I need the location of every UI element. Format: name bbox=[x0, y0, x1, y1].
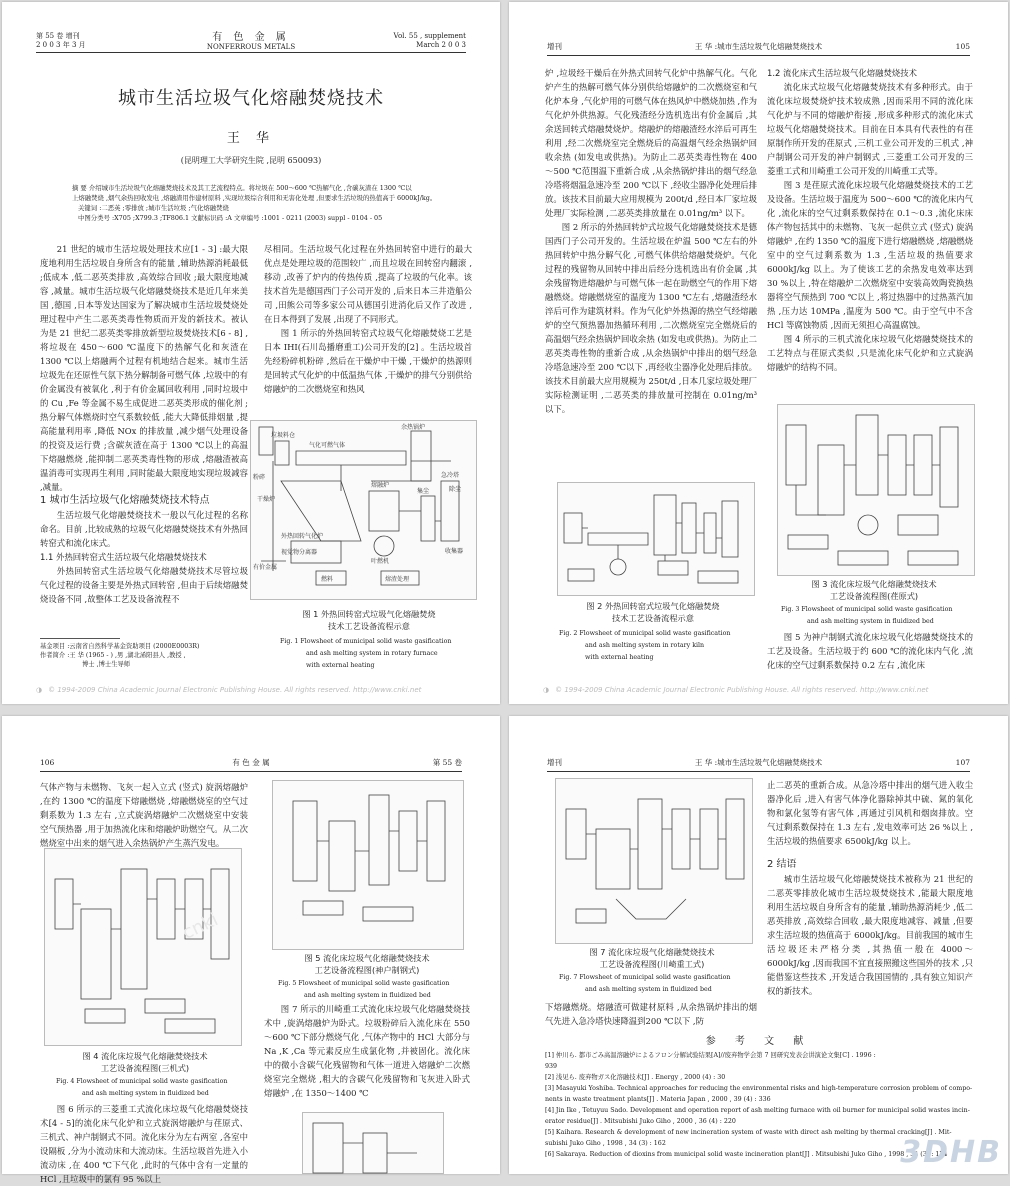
journal-name: 有 色 金 属 bbox=[232, 758, 270, 767]
issue-date-en: March 2 0 0 3 bbox=[416, 41, 466, 49]
copyright-footer: ◑ © 1994-2009 China Academic Journal Electronic Publishing House. All rights reserved. http://www.cnki.net bbox=[543, 686, 929, 694]
figure-7-caption-en: Fig. 7 Flowsheet of municipal solid waste gasification and ash melting system in fluidized bed bbox=[559, 974, 731, 993]
paragraph: 图 7 所示的川崎重工式流化床垃圾气化熔融焚烧技术中 ,旋涡熔融炉为卧式。垃圾粉碎后入流化床在 550～600 ℃下部分燃烧气化 ,气体产物中的 HCl 大部分与 Na ,K ,Ca 等元素反应生成氯化物 ,并被固化。流化床中的微小含碳气化残留物和气体一道进入熔融炉二次燃烧室完全燃烧 ,粗大的含碳气化残留物和飞灰进入卧式熔融炉 ,在 1350～1400 ℃ bbox=[264, 1004, 470, 1098]
running-title: 王 华 :城市生活垃圾气化熔融焚烧技术 bbox=[694, 758, 823, 767]
fig1-label: 收集器 bbox=[445, 548, 464, 555]
right-column-bottom bbox=[767, 630, 973, 672]
paragraph: 尽相同。生活垃圾气化过程在外热回转窑中进行的最大优点是处理垃圾的范围较广 ,而且垃圾在回转窑内翻滚 ,移动 ,改善了炉内的传热传质 ,提高了垃圾的气化率。该技术首先是德国西门子公司开发的 ,后来日本三井造船公司 ,田熊公司等多家公司从德国引进消化后又作了改进 ,在日本得到了发展 ,出现了不同形式。 bbox=[264, 244, 472, 324]
cnki-watermark: cnki bbox=[179, 909, 222, 944]
paragraph: 图 2 所示的外热回转炉式垃圾气化熔融焚烧技术是德国西门子公司开发的。生活垃圾在炉温 500 ℃左右的外热回转炉中热分解气化 ,可燃气体供给熔融焚烧炉。气化过程的残留物从回转中排出后经分选机选出有价金属 ,其余残留物进熔融炉与可燃气体一起在助燃空气的作用下熔融燃烧。熔融燃烧室的温度为 1300 ℃左右 ,熔融渣经水淬后可作为建筑材料。作为气化炉外热源的热空气经熔融炉的空气预热器加热循环利用 ,二次燃烧室完全燃烧后的高温烟气经余热锅炉回收余热 (如发电或供热)。为防止二恶英类毒性物的重新合成 ,从余热锅炉中排出的烟气经急冷塔急速冷至 200 ℃以下 ,再经收尘器净化处理后排放。该技术目前最大应用规模为 250t/d ,日本几家垃圾处理厂实际检测证明 ,二恶英类的排放量可控制在 0.01ng/m³ 以下。 bbox=[545, 222, 757, 414]
keywords: 关键词 :二恶英 ;零排放 ;城市生活垃圾 ;气化熔融焚烧 bbox=[78, 204, 229, 212]
subsection-heading: 1.2 流化床式生活垃圾气化熔融焚烧技术 bbox=[767, 68, 917, 78]
issue-date: 2 0 0 3 年 3 月 bbox=[36, 41, 86, 49]
reference-item: nents in waste treatment plants[J] . Materia Japan , 2000 , 39 (4) : 336 bbox=[545, 1096, 771, 1103]
right-column bbox=[767, 778, 973, 998]
fig1-label: 外热回转气化炉 bbox=[281, 533, 324, 540]
abstract: 摘 要 介绍城市生活垃圾气化熔融焚烧技术及其工艺流程特点。将垃圾在 500～600 ℃热解气化 ,含碳灰渣在 1300 ℃以 上熔融焚烧 ,烟气余热回收发电 ,熔融渣用作建材原料 ,实现垃圾综合利用和无害化处理 ,但要求生活垃圾的热值高于 6000kJ/kg。 关键词 :二恶英 ;零排放 ;城市生活垃圾 ;气化熔融焚烧 中图分类号 :X705 ;X799.3 ;TF806.1 文献标识码 :A 文章编号 :1001 - 0211 (2003) suppl - 0104 - 05 bbox=[72, 183, 460, 223]
reference-item: 939 bbox=[545, 1063, 558, 1070]
conclusion-paragraph: 城市生活垃圾气化熔融焚烧技术被称为 21 世纪的二恶英零排放化城市生活垃圾焚烧技术 ,能最大限度地利用生活垃圾自身所含有的能量 ,辅助热源消耗少 ,低二恶英排放 ,高效综合回收 ,最大限度地减容、减量 ,但要求生活垃圾的热值高于 6000kJ/kg。目前我国的城市生活垃圾还未严格分类 ,其热值一般在 4000～6000kJ/kg ,因而我国不宜直接照搬这些国外的技术 ,只能借鉴这些技术 ,开发适合我国国情的 ,具有独立知识产权的新技术。 bbox=[767, 874, 973, 996]
reference-item: [4] Jin Ike , Tetuyuu Sado. Development and operation report of ash melting furnace with oil burner for municipal solid wastes incin- bbox=[545, 1107, 970, 1114]
fig1-label: 叶燃机 bbox=[371, 558, 390, 565]
section-heading: 1 城市生活垃圾气化熔融焚烧技术特点 bbox=[40, 495, 210, 506]
page-number: 107 bbox=[955, 758, 970, 767]
header-rule bbox=[547, 771, 970, 772]
footnote-rule bbox=[40, 638, 120, 639]
fund-note: 基金项目 :云南省自然科学基金资助项目 (2000E0003R) bbox=[40, 643, 200, 650]
figure-4-diagram bbox=[44, 848, 242, 1046]
cnki-logo-icon: ◑ bbox=[543, 686, 550, 694]
page-106 bbox=[2, 716, 500, 1184]
figure-1-caption: 图 1 外热回转窑式垃圾气化熔融焚烧 技术工艺设备流程示意 bbox=[302, 609, 436, 631]
flowchart-svg bbox=[558, 483, 754, 595]
header-rule bbox=[40, 771, 462, 772]
running-title: 王 华 :城市生活垃圾气化熔融焚烧技术 bbox=[694, 42, 823, 51]
paragraph: 炉 ,垃圾经干燥后在外热式回转气化炉中热解气化。气化炉产生的热解可燃气体分别供给熔融炉的二次燃烧室和气化炉本身 ,气化炉用的可燃气体在热风炉中燃烧加热 ,作为气化炉外供热源。气化残渣经分选机选出有价金属后 ,其余送回转式熔融焚烧炉。熔融炉的熔融渣经水淬后可再生利用 ,经二次燃烧室完全燃烧后的高温烟气经余热锅炉回收余热 (如发电或供热)。为防止二恶英类毒性物在 400～500 ℃范围温下重新合成 ,从余热锅炉排出的烟气经急冷塔将烟温急速冷至 200 ℃以下 ,经收尘器净化处理后排放。该技术目前最大应用规模为 200t/d ,经日本厂家垃圾处理厂实际检测 ,二恶英类排放量在 0.01ng/m³ 以下。 bbox=[545, 68, 757, 218]
classification: 中图分类号 :X705 ;X799.3 ;TF806.1 文献标识码 :A 文章编号 :1001 - 0211 (2003) suppl - 0104 - 05 bbox=[78, 214, 383, 222]
intro-paragraph: 21 世纪的城市生活垃圾处理技术应[1 - 3] :最大限度地利用生活垃圾自身所含有的能量 ,辅助热源消耗最低 ;低成本 ,低二恶英类排放 ,高效综合回收 ;最大限度地减容 ,减量。城市生活垃圾气化熔融焚烧技术是近几年来美国 ,德国 ,日本等发达国家为了解决城市生活垃圾焚烧处理过程中产生二恶英类毒性物质而开发的新技术。被认为是 21 世纪二恶英类零排放新型垃圾焚烧技术[6 - 8] ,将垃圾在 450～600 ℃温度下的热解气化和灰渣在 1300 ℃以上熔融两个过程有机地结合起来。城市生活垃圾先在还原性气氛下热分解制备可燃气体 ,垃圾中的有价金属没有被氧化 ,利于有价金属回收利用 ,同时垃圾中的 Cu ,Fe 等金属不易生成促进二恶英类形成的催化剂 ;热分解气体燃烧时空气系数较低 ,能大大降低排烟量 ,提高能量利用率 ,降低 NOx 的排放量 ,减少烟气处理设备的投资及运行费 ;含碳灰渣在高于 1300 ℃以上的高温下熔融燃烧 ,能抑制二恶英类毒性物的形成 ,熔融渣被高温消毒可实现再生利用 ,同时能最大限度地实现垃圾减容 ,减量。 bbox=[40, 244, 248, 492]
fig1-label: 余热锅炉 bbox=[401, 424, 426, 431]
issue-label: 增刊 bbox=[547, 42, 562, 51]
fig1-label: 气化可燃气体 bbox=[309, 442, 346, 449]
paragraph: 止二恶英的重新合成。从急冷塔中排出的烟气进入收尘器净化后 ,进入有害气体净化器除掉其中硫、氮的氧化物和氯化氢等有害气体 ,再通过引风机和烟囱排放。空气过剩系数保持在 1.3 左右 ,发电效率可达 26 %以上 ,生活垃圾的热值要求 6500kJ/kg 以上。 bbox=[767, 780, 973, 846]
reference-item: [1] 仲川ら. 都市ごみ高温溶融炉によるフロン分解试验结果[A]//废弃物学会第 7 回研究发表会讲演论文集[C] . 1996 : bbox=[545, 1052, 876, 1059]
page-number: 105 bbox=[955, 42, 970, 51]
fig1-label: 有价金属 bbox=[253, 564, 278, 571]
left-column bbox=[40, 242, 248, 606]
volume-label: 第 55 卷 bbox=[432, 758, 462, 767]
paragraph: 下熔融燃烧。熔融渣可做建材原料 ,从余热锅炉排出的烟气先进入急冷塔快速降温到200 ℃以下 ,防 bbox=[545, 1002, 757, 1026]
site-watermark-logo: 3DHB bbox=[900, 1135, 1002, 1170]
copyright-footer: ◑ © 1994-2009 China Academic Journal Electronic Publishing House. All rights reserved. http://www.cnki.net bbox=[36, 686, 422, 694]
fig1-label: 急冷塔 bbox=[441, 472, 460, 479]
page-105 bbox=[509, 2, 1008, 704]
fig1-label: 熔融炉 bbox=[371, 482, 390, 489]
right-column bbox=[264, 1002, 470, 1100]
paragraph: 流化床式垃圾气化熔融焚烧技术有多种形式。由于流化床垃圾焚烧炉技术较成熟 ,因而采用不同的流化床气化炉与不同的熔融炉衔接 ,形成多种形式的流化床式垃圾气化熔融焚烧技术。目前在日本具有代表性的有荏原制作所开发的荏原式 ,三机工业公司开发的三机式 ,神户制钢公司开发的神户制钢式 ,三菱重工公司开发的三菱重工式和川崎重工公司开发的川崎重工式等。 bbox=[767, 82, 973, 176]
figure-7-diagram bbox=[555, 778, 753, 944]
affiliation: (昆明理工大学研究生院 ,昆明 650093) bbox=[180, 156, 322, 165]
figure-1-diagram bbox=[250, 420, 477, 600]
figure-4-caption-en: Fig. 4 Flowsheet of municipal solid waste gasification and ash melting system in fluidized bed bbox=[56, 1078, 228, 1097]
figure-3-caption-en: Fig. 3 Flowsheet of municipal solid waste gasification and ash melting system in fluidized bed bbox=[781, 606, 953, 625]
fig1-label: 垃圾料仓 bbox=[271, 432, 296, 439]
left-column-bottom bbox=[40, 1102, 248, 1186]
fig1-label: 视觉物分离器 bbox=[281, 549, 318, 556]
journal-name: 有 色 金 属 bbox=[212, 32, 290, 43]
page-104 bbox=[2, 2, 500, 704]
author-name: 王 华 bbox=[226, 131, 276, 146]
flowchart-svg bbox=[45, 849, 241, 1045]
header-rule bbox=[547, 55, 970, 56]
references-title: 参 考 文 献 bbox=[705, 1036, 812, 1047]
flowchart-svg bbox=[251, 421, 476, 599]
figure-1-caption-en: Fig. 1 Flowsheet of municipal solid waste gasification and ash melting system in rotary furnace with external heating bbox=[280, 638, 452, 669]
page-number: 106 bbox=[40, 758, 55, 767]
paragraph: 图 6 所示的三菱重工式流化床垃圾气化熔融焚烧技术[4 - 5]的流化床气化炉和立式旋涡熔融炉与荏原式、三机式、神户制钢式不同。流化床分为左右两室 ,各室中设隔板 ,分为小流动床和大流动床。生活垃圾首先进入小流动床 ,在 400 ℃下气化 ,此时的气体中含有一定量的 HCl ,且垃圾中的氯有 95 %以上 bbox=[40, 1104, 248, 1184]
figure-6-diagram-partial bbox=[302, 1112, 444, 1174]
header-rule bbox=[36, 52, 466, 53]
reference-item: erator residue[J] . Mitsubishi Juko Giho , 2000 , 36 (4) : 220 bbox=[545, 1118, 736, 1125]
figure-2-caption-en: Fig. 2 Flowsheet of municipal solid waste gasification and ash melting system in rotary kiln with external heating bbox=[559, 630, 731, 661]
figure-5-caption: 图 5 流化床垃圾气化熔融焚烧技术 工艺设备流程图(神户制钢式) bbox=[304, 953, 430, 975]
paragraph: 图 4 所示的三机式流化床垃圾气化熔融焚烧技术的工艺特点与荏原式类似 ,只是流化床气化炉和立式旋涡熔融炉的结构不同。 bbox=[767, 334, 973, 372]
left-column bbox=[545, 1000, 757, 1028]
figure-2-caption: 图 2 外热回转窑式垃圾气化熔融焚烧 技术工艺设备流程示意 bbox=[586, 601, 720, 623]
fig1-label: 干燥炉 bbox=[257, 496, 276, 503]
figure-5-caption-en: Fig. 5 Flowsheet of municipal solid waste gasification and ash melting system in fluidized bed bbox=[278, 980, 450, 999]
figure-3-diagram bbox=[777, 404, 975, 576]
journal-name-en: NONFERROUS METALS bbox=[206, 43, 296, 51]
volume-label-en: Vol. 55 , supplement bbox=[393, 32, 466, 40]
reference-item: [5] Kaihara. Research & development of new incineration system of waste with direct ash melting by thermal cracking[J] . Mit- bbox=[545, 1129, 952, 1136]
fig1-label: 粉碎 bbox=[253, 474, 266, 481]
paragraph: 气体产物与未燃物、飞灰一起入立式 (竖式) 旋涡熔融炉 ,在约 1300 ℃的温度下熔融燃烧 ,熔融燃烧室的空气过剩系数为 1.3 左右 ,立式旋涡熔融炉二次燃烧室中安装空气预热器 ,用于加热流化床和熔融炉助燃空气。从二次燃烧室中出来的烟气进入余热锅炉产生蒸汽发电。 bbox=[40, 782, 248, 848]
flowchart-svg bbox=[778, 405, 974, 575]
issue-label: 增刊 bbox=[547, 758, 562, 767]
fig1-label: 燃料 bbox=[321, 576, 334, 583]
fig1-label: 集尘 bbox=[417, 488, 430, 495]
figure-5-diagram bbox=[272, 780, 464, 950]
left-column bbox=[40, 780, 248, 850]
figure-7-caption: 图 7 流化床垃圾气化熔融焚烧技术 工艺设备流程图(川崎重工式) bbox=[589, 947, 715, 969]
right-column bbox=[767, 66, 973, 374]
paragraph: 图 3 是荏原式流化床垃圾气化熔融焚烧技术的工艺及设备。生活垃圾于温度为 500～600 ℃的流化床内气化 ,流化床的空气过剩系数保持在 0.1～0.3 ,流化床床体产物包括其中的未燃物、飞灰一起供立式 (竖式) 旋涡熔融炉 ,在约 1350 ℃的温度下进行熔融燃烧 ,熔融燃烧室中的空气过剩系数为 1.3 ,生活垃圾的热值要求 6000kJ/kg 以上。为了使该工艺的余热发电效率达到 30 %以上 ,特在熔融炉二次燃烧室中安装高效陶瓷换热器将空气预热到 700 ℃以上 ,将过热器中的过热蒸汽加热 ,压力达 10MPa ,温度为 500 ℃。由于空气中不含 HCl 等腐蚀物质 ,因而无须担心高温腐蚀。 bbox=[767, 180, 973, 330]
cnki-logo-icon: ◑ bbox=[36, 686, 43, 694]
volume-label: 第 55 卷 增刊 bbox=[36, 32, 80, 40]
flowchart-svg bbox=[556, 779, 752, 943]
section-heading: 2 结语 bbox=[767, 859, 797, 870]
fig1-label: 熔渣处理 bbox=[385, 576, 410, 583]
paragraph: 生活垃圾气化熔融焚烧技术一般以气化过程的名称命名。目前 ,比较成熟的垃圾气化熔融焚烧技术有外热回转窑式和流化床式。 bbox=[40, 510, 248, 548]
reference-item: [2] 浅见ら. 废弃物ガス化溶融技术[J] . Energy , 2000 (4) : 30 bbox=[545, 1074, 726, 1081]
page-107 bbox=[509, 716, 1008, 1174]
figure-4-caption: 图 4 流化床垃圾气化熔融焚烧技术 工艺设备流程图(三机式) bbox=[82, 1051, 208, 1073]
reference-item: [6] Sakaraya. Reduction of dioxins from municipal solid waste incineration plant[J] . Mitsubishi Juko Giho , 1998 , 34 (3) : 174 bbox=[545, 1151, 948, 1158]
reference-item: [3] Masayuki Yoshiba. Technical approaches for reducing the environmental risks and high-temperature corrosion problem of compo- bbox=[545, 1085, 973, 1092]
reference-item: subishi Juko Giho , 1998 , 34 (3) : 162 bbox=[545, 1140, 666, 1147]
flowchart-svg bbox=[303, 1113, 443, 1173]
paragraph: 外热回转窑式生活垃圾气化熔融焚烧技术尽管垃圾气化过程的设备主要是外热式回转窑 ,但由于后续熔融焚烧设备不同 ,故整体工艺及设备流程不 bbox=[40, 566, 248, 604]
figure-3-caption: 图 3 流化床垃圾气化熔融焚烧技术 工艺设备流程图(荏原式) bbox=[811, 579, 937, 601]
left-column bbox=[545, 66, 757, 416]
flowchart-svg bbox=[273, 781, 463, 949]
paragraph: 图 1 所示的外热回转窑式垃圾气化熔融焚烧工艺是日本 IHI(石川岛播磨重工)公司开发的[2] 。生活垃圾首先经粉碎机粉碎 ,然后在干燥炉中干燥 ,干燥炉的热源则是回转式气化炉的中低温热气体 ,干燥炉的排气分别供给熔融炉的二次燃烧室和热风 bbox=[264, 328, 472, 394]
right-column bbox=[264, 242, 472, 396]
paragraph: 图 5 为神户制钢式流化床垃圾气化熔融焚烧技术的工艺及设备。生活垃圾于约 600 ℃的流化床内气化 ,流化床的空气过剩系数保持 0.2 左右 ,流化床 bbox=[767, 632, 973, 670]
footnote: 基金项目 :云南省自然科学基金资助项目 (2000E0003R) 作者简介 :王 华 (1965 - ) ,男 ,湖北浠阳县人 ,教授 , 博士 ,博士生导师 bbox=[40, 643, 200, 668]
subsection-heading: 1.1 外热回转窑式生活垃圾气化熔融焚烧技术 bbox=[40, 552, 207, 562]
fig1-label: 除尘 bbox=[449, 486, 462, 493]
paper-title: 城市生活垃圾气化熔融焚烧技术 bbox=[118, 88, 384, 109]
author-bio: 作者简介 :王 华 (1965 - ) ,男 ,湖北浠阳县人 ,教授 , bbox=[40, 652, 186, 659]
figure-2-diagram bbox=[557, 482, 755, 596]
